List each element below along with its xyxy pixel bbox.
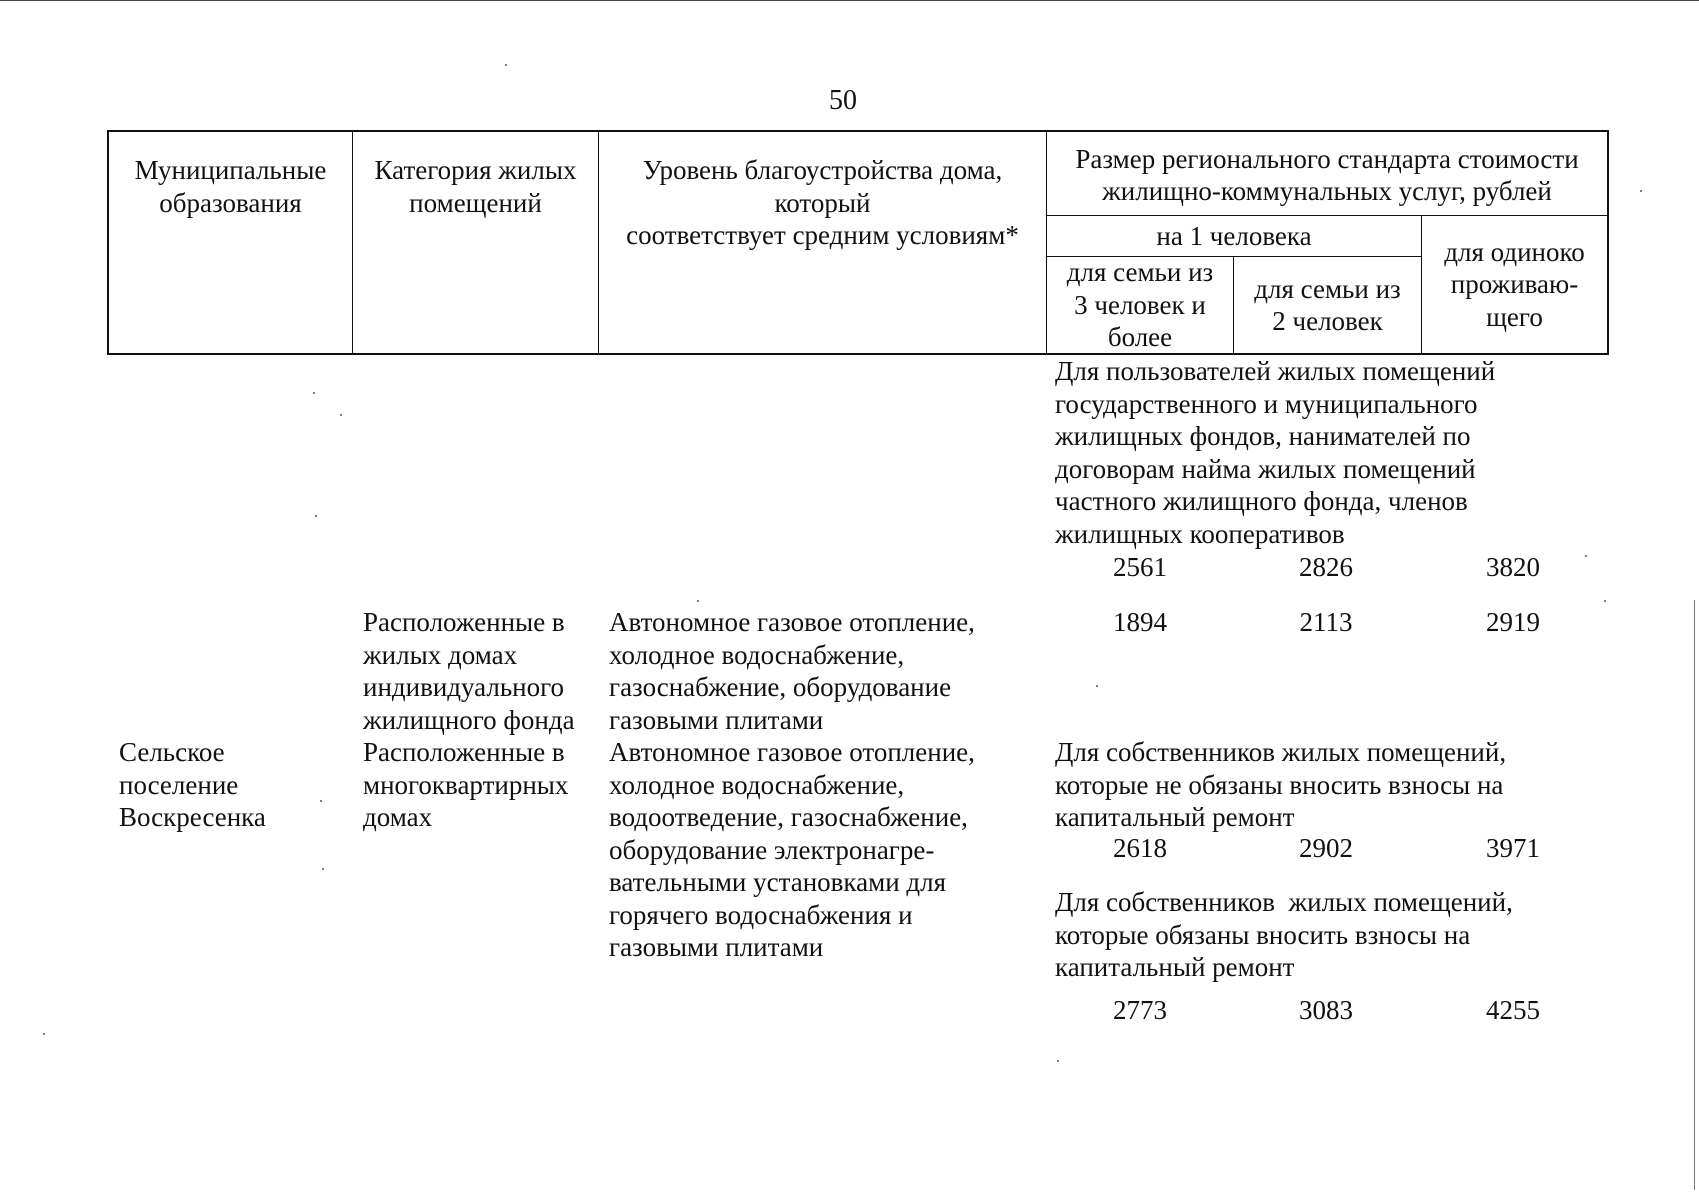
scan-speck	[1604, 600, 1606, 602]
page-edge-line	[1694, 600, 1695, 1190]
level-individual: Автономное газовое отопление, холодное водоснабжение, газоснабжение, оборудование газовыми плитами	[609, 607, 975, 735]
header-category: Категория жилых помещений	[374, 155, 577, 218]
note-users: Для пользователей жилых помещений государственного и муниципального жилищных фондов, нанимателей по договорам найма жилых помещений частного жилищного фонда, членов жилищных кооперативов	[1055, 356, 1496, 549]
municipality-name: Сельское поселение Воскресенка	[119, 737, 266, 832]
header-single: для одиноко проживаю- щего	[1444, 236, 1585, 332]
header-per-person: на 1 человека	[1156, 220, 1312, 251]
header-regional-standard: Размер регионального стандарта стоимости жилищно-коммунальных услуг, рублей	[1075, 143, 1579, 206]
top-rule	[0, 0, 1699, 1]
header-family-2: для семьи из 2 человек	[1254, 273, 1401, 336]
category-individual: Расположенные в жилых домах индивидуального жилищного фонда	[363, 607, 575, 735]
value-cell: 2618	[1113, 833, 1167, 863]
table-header	[107, 130, 1609, 355]
value-cell: 2902	[1299, 833, 1353, 863]
scan-speck	[320, 800, 322, 802]
value-cell: 1894	[1113, 607, 1167, 637]
value-cell: 3820	[1486, 552, 1540, 582]
note-owners-not-obliged: Для собственников жилых помещений, которые не обязаны вносить взносы на капитальный ремонт	[1055, 737, 1507, 832]
scan-speck	[1096, 685, 1098, 687]
value-cell: 3083	[1299, 995, 1353, 1025]
value-cell: 2561	[1113, 552, 1167, 582]
scan-speck	[505, 64, 507, 66]
value-cell: 2113	[1299, 607, 1353, 637]
level-apartment: Автономное газовое отопление, холодное водоснабжение, водоотведение, газоснабжение, оборудование электронагре- вательными установками для горячего водоснабжения и газовыми плитами	[609, 737, 975, 962]
scan-speck	[315, 515, 317, 517]
scan-speck	[1640, 190, 1642, 192]
category-apartment: Расположенные в многоквартирных домах	[363, 737, 569, 832]
value-cell: 3971	[1486, 833, 1540, 863]
header-municipality: Муниципальные образования	[134, 155, 327, 218]
scan-speck	[313, 392, 315, 394]
scan-speck	[340, 414, 342, 416]
scan-speck	[1057, 1060, 1059, 1062]
value-cell: 2919	[1486, 607, 1540, 637]
scan-speck	[43, 1033, 45, 1035]
value-cell: 2773	[1113, 995, 1167, 1025]
scan-speck	[1585, 555, 1587, 557]
note-owners-obliged: Для собственников жилых помещений, которые обязаны вносить взносы на капитальный ремонт	[1055, 887, 1513, 982]
header-family-3: для семьи из 3 человек и более	[1066, 257, 1214, 353]
value-cell: 2826	[1299, 552, 1353, 582]
value-cell: 4255	[1486, 995, 1540, 1025]
page-number: 50	[829, 85, 857, 116]
header-improvement-level: Уровень благоустройства дома, который соответствует средним условиям*	[626, 155, 1019, 251]
scan-speck	[322, 868, 324, 870]
scan-speck	[697, 600, 699, 602]
